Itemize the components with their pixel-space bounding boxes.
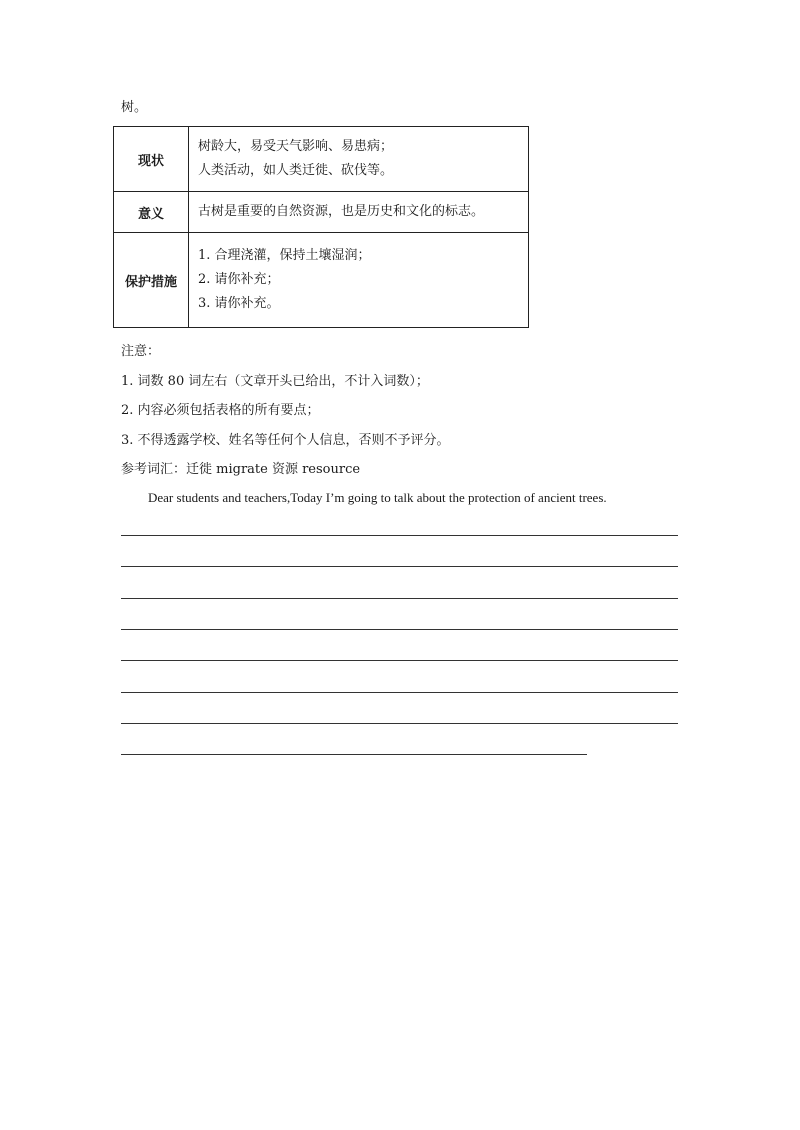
row-label: 保护措施	[114, 233, 189, 328]
content-line: 2. 请你补充；	[198, 272, 280, 287]
vocab-note: 参考词汇：迁徙 migrate 资源 resource	[121, 462, 361, 477]
writing-line[interactable]	[121, 598, 678, 599]
info-table	[113, 126, 529, 328]
content-line: 树龄大，易受天气影响、易患病；	[198, 139, 394, 154]
row-content	[189, 192, 529, 233]
row-label: 现状	[114, 127, 189, 192]
content-line: 1. 合理浇灌，保持土壤湿润；	[198, 248, 371, 263]
table-row-measures	[114, 233, 529, 328]
content-line: 3. 请你补充。	[198, 296, 280, 311]
row-content	[189, 127, 529, 192]
row-label: 意义	[114, 192, 189, 233]
notes-heading: 注意：	[121, 344, 161, 359]
writing-line[interactable]	[121, 723, 678, 724]
intro-text: 树。	[121, 100, 148, 115]
note-item: 3. 不得透露学校、姓名等任何个人信息，否则不予评分。	[121, 432, 450, 448]
opening-sentence: Dear students and teachers,Today I’m going to talk about the protection of ancient trees.	[148, 490, 607, 505]
writing-line[interactable]	[121, 660, 678, 661]
note-item: 2. 内容必须包括表格的所有要点；	[121, 403, 320, 418]
writing-line[interactable]	[121, 566, 678, 567]
note-item: 1. 词数 80 词左右（文章开头已给出，不计入词数）；	[121, 373, 429, 389]
writing-line[interactable]	[121, 692, 678, 693]
row-content	[189, 233, 529, 328]
writing-line[interactable]	[121, 535, 678, 536]
writing-line[interactable]	[121, 754, 587, 755]
content-line: 人类活动，如人类迁徙、砍伐等。	[198, 163, 394, 178]
content-line: 古树是重要的自然资源，也是历史和文化的标志。	[198, 204, 485, 219]
writing-line[interactable]	[121, 629, 678, 630]
table-row-status	[114, 127, 529, 192]
table-row-significance	[114, 192, 529, 233]
notes-section	[121, 342, 450, 490]
